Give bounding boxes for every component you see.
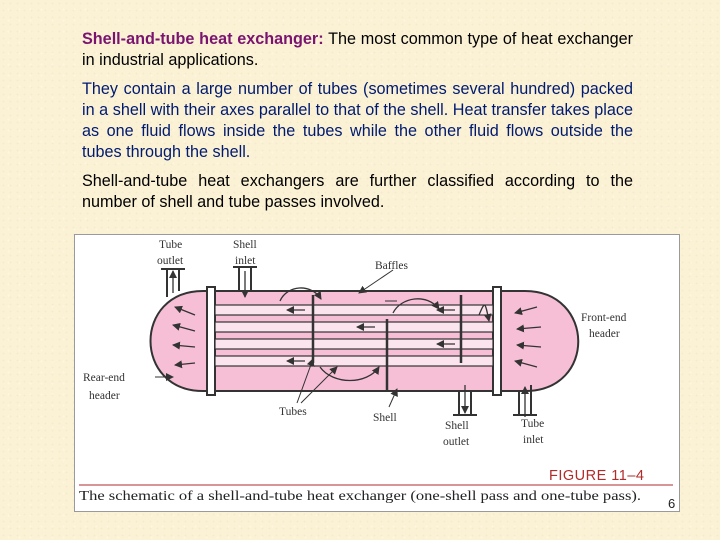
rear-end-header-label-2: header: [89, 390, 120, 402]
intro-paragraph: [82, 29, 633, 71]
intro-text: The most common type of heat exchanger in industrial applications.: [82, 30, 633, 69]
shell-inlet-label: Shell: [233, 239, 257, 251]
rear-end-header-label: Rear-end: [83, 372, 125, 384]
heat-exchanger-figure: [74, 234, 680, 512]
shell-outlet-label: Shell: [445, 420, 469, 432]
tube-inlet-label: Tube: [521, 418, 545, 430]
figure-number: FIGURE 11–4: [549, 468, 645, 484]
tube-inlet-label-2: inlet: [523, 434, 544, 446]
tube-outlet-label: Tube: [159, 239, 183, 251]
term-heading: Shell-and-tube heat exchanger:: [82, 30, 324, 48]
shell-outlet-label-2: outlet: [443, 436, 470, 448]
tubes-label: Tubes: [279, 406, 307, 418]
shell-label: Shell: [373, 412, 397, 424]
tube-outlet-label-2: outlet: [157, 255, 184, 267]
page-number: 6: [668, 496, 676, 511]
baffles-label: Baffles: [375, 260, 409, 272]
classification-paragraph: Shell-and-tube heat exchangers are further classified according to the number of shell and tube passes involved.: [82, 172, 633, 211]
figure-caption: The schematic of a shell-and-tube heat exchanger (one-shell pass and one-tube pass).: [79, 489, 641, 504]
description-paragraph: They contain a large number of tubes (sometimes several hundred) packed in a shell with their axes parallel to that of the shell. Heat transfer takes place as one fluid flows inside the tubes while the other fluid flows outside the tubes through the shell.: [82, 80, 633, 161]
heat-exchanger-diagram: [75, 235, 679, 511]
front-end-header-label: Front-end: [581, 312, 627, 324]
shell-inlet-label-2: inlet: [235, 255, 256, 267]
front-end-header-label-2: header: [589, 328, 620, 340]
